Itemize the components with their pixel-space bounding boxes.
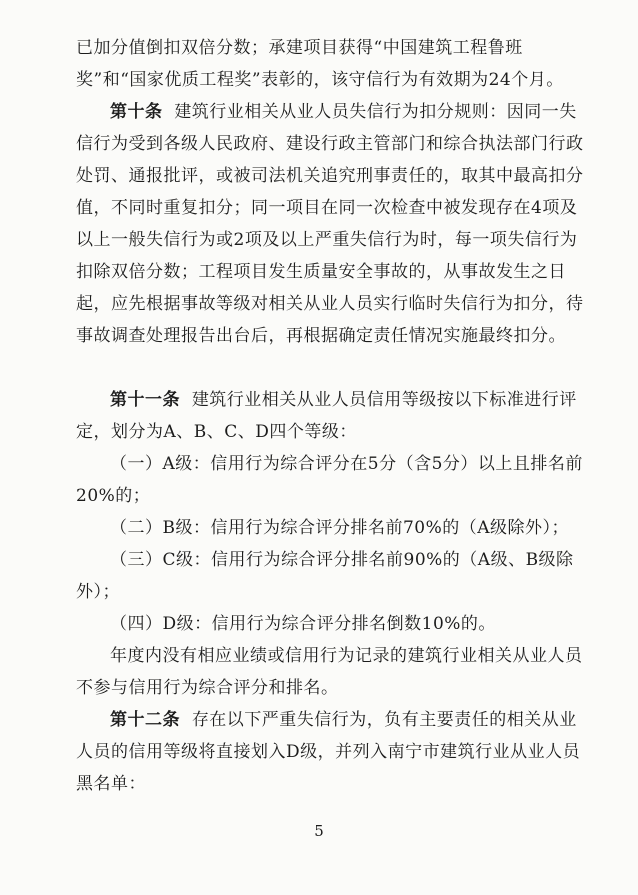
- article-10-text: 建筑行业相关从业人员失信行为扣分规则：因同一失信行为受到各级人民政府、建设行政主管部门和综合执法部门行政处罚、通报批评，或被司法机关追究刑事责任的，取其中最高扣分值，不同时重复扣分；同一项目在同一次检查中被发现存在4项及以上一般失信行为或2项及以上严重失信行为时，每一项失信行为扣除双倍分数；工程项目发生质量安全事故的，从事故发生之日起，应先根据事故等级对相关从业人员实行临时失信行为扣分，待事故调查处理报告出台后，再根据确定责任情况实施最终扣分。: [76, 102, 584, 346]
- article-11-text: 建筑行业相关从业人员信用等级按以下标准进行评定，划分为A、B、C、D四个等级：: [76, 390, 577, 442]
- intro-fragment: 已加分值倒扣双倍分数；承建项目获得“中国建筑工程鲁班奖”和“国家优质工程奖”表彰的，该守信行为有效期为24个月。: [76, 38, 564, 90]
- article-11-heading: 第十一条: [110, 390, 180, 410]
- grade-a-item: （一）A级：信用行为综合评分在5分（含5分）以上且排名前20%的；: [76, 454, 583, 506]
- article-12-heading: 第十二条: [110, 710, 180, 730]
- page-number: 5: [314, 822, 324, 840]
- grade-c-item: （三）C级：信用行为综合评分排名前90%的（A级、B级除外）；: [76, 550, 574, 602]
- grade-d-item: （四）D级：信用行为综合评分排名倒数10%的。: [110, 614, 496, 634]
- article-12-text: 存在以下严重失信行为，负有主要责任的相关从业人员的信用等级将直接划入D级，并列入南宁市建筑行业从业人员黑名单：: [76, 710, 581, 794]
- article-11: [76, 384, 586, 448]
- article-12: [76, 704, 586, 800]
- article-10-heading: 第十条: [110, 102, 163, 122]
- article-10: [76, 96, 586, 352]
- article-11-note: 年度内没有相应业绩或信用行为记录的建筑行业相关从业人员不参与信用行为综合评分和排名。: [76, 646, 583, 698]
- grade-b-item: （二）B级：信用行为综合评分排名前70%的（A级除外）；: [110, 518, 570, 538]
